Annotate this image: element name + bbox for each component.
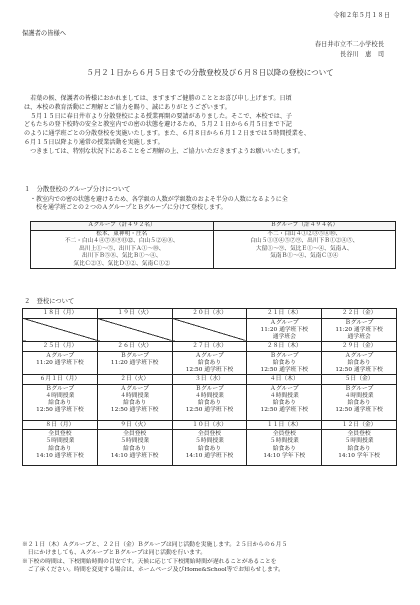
schedule-line: 14:10 通学班下校 — [36, 452, 84, 459]
schedule-table — [22, 308, 397, 466]
schedule-line: 12:50 通学班下校 — [335, 407, 383, 414]
schedule-date-row — [23, 375, 397, 385]
schedule-date-cell: １２日（金） — [322, 420, 397, 430]
schedule-content-cell — [97, 384, 172, 420]
schedule-line: Ａグループ — [270, 385, 299, 392]
schedule-line: ５時間授業 — [269, 438, 299, 445]
schedule-line: 全員登校 — [272, 431, 296, 438]
schedule-line: ４時間授業 — [344, 392, 374, 399]
schedule-date-cell: ２９日（金） — [322, 342, 397, 352]
schedule-line: Ａグループ — [270, 319, 299, 326]
group-a-line: 出川上①～⑤、出川下Ａ①～⑩、 — [79, 245, 165, 252]
body-line: どもたちの登下校時の安全と教室内での密の状態を避けるため、５月２１日から６月５日まで下記 — [24, 121, 292, 129]
schedule-line: 14:10 学年下校 — [338, 452, 380, 459]
group-b-header: Ｂグループ（計４９４名） — [213, 222, 396, 231]
schedule-line: 給食あり — [347, 445, 371, 452]
schedule-content-row — [23, 318, 397, 342]
schedule-content-cell — [247, 351, 322, 375]
body-line: ６月１５日以降より通常の授業活動を実施します。 — [24, 138, 164, 146]
schedule-line: 12:50 通学班下校 — [185, 367, 234, 374]
schedule-content-cell — [322, 318, 397, 342]
schedule-line: 通学班会 — [347, 333, 371, 340]
schedule-line: Ｂグループ — [120, 352, 149, 359]
schedule-date-cell: ５日（金） — [322, 375, 397, 385]
schedule-line: 給食あり — [272, 445, 296, 452]
schedule-date-cell: ４日（木） — [247, 375, 322, 385]
schedule-line: 12:50 通学班下校 — [335, 367, 383, 374]
schedule-date-cell: ３日（水） — [172, 375, 247, 385]
schedule-empty-cell — [23, 318, 98, 342]
schedule-date-cell: ２７日（水） — [172, 342, 247, 352]
schedule-date-cell: １０日（水） — [172, 420, 247, 430]
schedule-content-cell — [97, 351, 172, 375]
schedule-line: 14:10 通学班下校 — [185, 452, 234, 459]
schedule-line: 全員登校 — [197, 431, 222, 438]
schedule-line: 全員登校 — [347, 431, 371, 438]
footnote-line: ご了承ください。時間を変更する場合は、ホームページ及びHome&School等でお知らせします。 — [22, 566, 284, 573]
schedule-line: 給食あり — [272, 359, 296, 366]
document-title: ５月２１日から６月５日までの分散登校及び６月８日以降の登校について — [86, 68, 334, 77]
schedule-date-cell: １８日（月） — [23, 309, 98, 319]
group-b-line: 白山５①③④⑤⑦⑨、出川下Ｂ①②④⑤、 — [250, 238, 359, 244]
schedule-content-cell — [23, 384, 98, 420]
schedule-line: 給食あり — [123, 445, 147, 452]
schedule-line: 11:20 通学班下校 — [110, 359, 159, 366]
schedule-date-cell: １１日（木） — [247, 420, 322, 430]
schedule-line: 給食あり — [197, 400, 222, 407]
group-b-line: 気南Ｂ①～④、気南Ｃ③④ — [270, 253, 339, 259]
principal-name: 長谷川 恵 司 — [339, 51, 384, 58]
schedule-content-cell — [322, 384, 397, 420]
section1-heading: １ 分散登校のグループ分けについて — [24, 186, 131, 193]
schedule-date-cell: ６月１日（月） — [23, 375, 98, 385]
body-line: つきましては、特別な状況下にあることをご理解の上、ご協力いただきますようお願いいたします。 — [24, 147, 304, 155]
schedule-line: 通学班会 — [272, 333, 296, 340]
schedule-line: 14:10 学年下校 — [263, 452, 306, 459]
footnotes — [22, 541, 287, 574]
body-line: 若葉の候、保護者の皆様におかれましては、ますますご健勝のこととお喜び申し上げます。日頃 — [24, 95, 292, 102]
schedule-content-row — [23, 351, 397, 375]
schedule-line: 給食あり — [197, 445, 222, 452]
schedule-line: Ａグループ — [120, 385, 149, 392]
schedule-line: ４時間授業 — [269, 392, 299, 399]
schedule-content-cell — [322, 430, 397, 466]
schedule-date-cell: ２８日（木） — [247, 342, 322, 352]
schedule-line: 給食あり — [272, 400, 296, 407]
note-line: 校を通学班ごとの２つのＡグループとＢグループに分けて登校します。 — [30, 204, 227, 212]
body-text — [24, 95, 310, 157]
body-line: のように通学班ごとの分散登校を実施いたします。また、６月８日から６月１２日までは５時間授業を、 — [24, 130, 310, 138]
schedule-content-cell — [172, 430, 247, 466]
schedule-content-cell — [23, 351, 98, 375]
footnote-line: ※２１日（木）Ａグループと、２２日（金）Ｂグループは同じ活動を実施します。２５日からの６月５ — [22, 542, 288, 548]
schedule-content-cell — [247, 318, 322, 342]
note-line: ・教室内での密の状態を避けるため、各学級の人数が学級数のおよそ半分の人数になるように全 — [30, 196, 288, 203]
schedule-line: 給食あり — [347, 359, 371, 366]
group-b-line: 不二・白山４①②③⑤⑥⑩、 — [267, 230, 342, 237]
schedule-line: ５時間授業 — [45, 438, 75, 445]
schedule-date-cell: ８日（月） — [23, 420, 98, 430]
section1-note — [30, 196, 288, 212]
schedule-date-row — [23, 309, 397, 319]
group-a-line: 不二・白山４④⑦⑧⑨⑪⑫、白山５②⑥⑧、 — [64, 238, 179, 244]
group-a-line: 出川下Ｂ⑤⑧、気比Ｂ①～④、 — [81, 253, 162, 259]
sender-block — [315, 40, 384, 60]
group-a-header: Ａグループ（計４９２名） — [31, 222, 214, 231]
schedule-line: 全員登校 — [48, 431, 72, 438]
group-b-members — [213, 230, 396, 269]
schedule-line: 12:50 通学班下校 — [260, 367, 309, 374]
group-b-line: 大留①～⑨、気比Ｅ①～④、気南Ａ、 — [255, 245, 353, 252]
schedule-date-cell: ２１日（木） — [247, 309, 322, 319]
schedule-line: Ｂグループ — [45, 385, 75, 392]
body-line: ５月１５日に春日井市より分散登校による授業再開の要請がありました。そこで、本校では、子 — [24, 112, 293, 120]
group-a-line: 松本、東神明・庄名 — [96, 230, 148, 237]
schedule-line: ５時間授業 — [120, 438, 150, 445]
footnote-line: ※下校の時間は、下校開始時間の目安です。天候に応じて下校開始時間が遅れることがあることを — [22, 558, 277, 565]
schedule-date-cell: ２０日（水） — [172, 309, 247, 319]
group-a-line: 気比Ｃ②③、気比Ｄ①②、気南Ｃ①② — [73, 260, 171, 267]
schedule-line: 12:50 通学班下校 — [185, 407, 234, 414]
footnote-line: 日にかけましても、ＡグループとＢグループは同じ活動を行います。 — [22, 550, 207, 557]
schedule-line: 給食あり — [48, 445, 72, 452]
schedule-line: 11:20 通学班下校 — [260, 326, 309, 333]
schedule-line: ４時間授業 — [45, 392, 75, 399]
schedule-content-cell — [23, 430, 98, 466]
schedule-date-cell: ２６日（火） — [97, 342, 172, 352]
schedule-line: Ｂグループ — [344, 319, 374, 326]
body-line: は、本校の教育活動にご理解とご協力を賜り、誠にありがとうございます。 — [24, 103, 231, 111]
schedule-date-cell: １９日（火） — [97, 309, 172, 319]
schedule-line: ５時間授業 — [194, 438, 224, 445]
group-a-members — [31, 230, 214, 269]
schedule-date-cell: ２日（火） — [97, 375, 172, 385]
schedule-content-cell — [172, 384, 247, 420]
group-table — [30, 221, 396, 269]
schedule-line: 14:10 通学班下校 — [110, 452, 159, 459]
schedule-content-cell — [97, 430, 172, 466]
schedule-content-row — [23, 384, 397, 420]
schedule-content-cell — [247, 430, 322, 466]
schedule-line: 12:50 通学班下校 — [36, 407, 84, 414]
schedule-line: ４時間授業 — [194, 392, 224, 399]
schedule-date-cell: ２２日（金） — [322, 309, 397, 319]
schedule-line: 給食あり — [123, 400, 147, 407]
schedule-line: Ａグループ — [45, 352, 75, 359]
schedule-line: Ａグループ — [344, 352, 374, 359]
schedule-content-cell — [172, 351, 247, 375]
schedule-line: 12:50 通学班下校 — [260, 407, 309, 414]
schedule-line: ４時間授業 — [120, 392, 150, 399]
schedule-line: 12:50 通学班下校 — [110, 407, 159, 414]
schedule-empty-cell — [172, 318, 247, 342]
schedule-line: Ａグループ — [195, 352, 224, 359]
schedule-line: 11:20 通学班下校 — [335, 326, 383, 333]
schedule-line: 11:20 通学班下校 — [36, 359, 84, 366]
schedule-line: 全員登校 — [123, 431, 147, 438]
schedule-date-cell: ９日（火） — [97, 420, 172, 430]
schedule-line: Ｂグループ — [270, 352, 299, 359]
schedule-date-row — [23, 342, 397, 352]
schedule-line: 給食あり — [48, 400, 72, 407]
schedule-line: 給食あり — [347, 400, 371, 407]
section2-heading: ２ 登校について — [24, 298, 75, 305]
schedule-line: 給食あり — [197, 359, 222, 366]
schedule-date-row — [23, 420, 397, 430]
schedule-empty-cell — [97, 318, 172, 342]
addressee: 保護者の皆様へ — [22, 30, 67, 37]
schedule-date-cell: ２５日（月） — [23, 342, 98, 352]
schedule-content-cell — [247, 384, 322, 420]
schedule-line: ５時間授業 — [344, 438, 374, 445]
schedule-content-cell — [322, 351, 397, 375]
schedule-line: Ｂグループ — [195, 385, 224, 392]
schedule-content-row — [23, 430, 397, 466]
schedule-line: Ｂグループ — [344, 385, 374, 392]
school-name: 春日井市立不二小学校長 — [314, 41, 384, 48]
document-date: 令和２年５月１８日 — [333, 12, 390, 19]
